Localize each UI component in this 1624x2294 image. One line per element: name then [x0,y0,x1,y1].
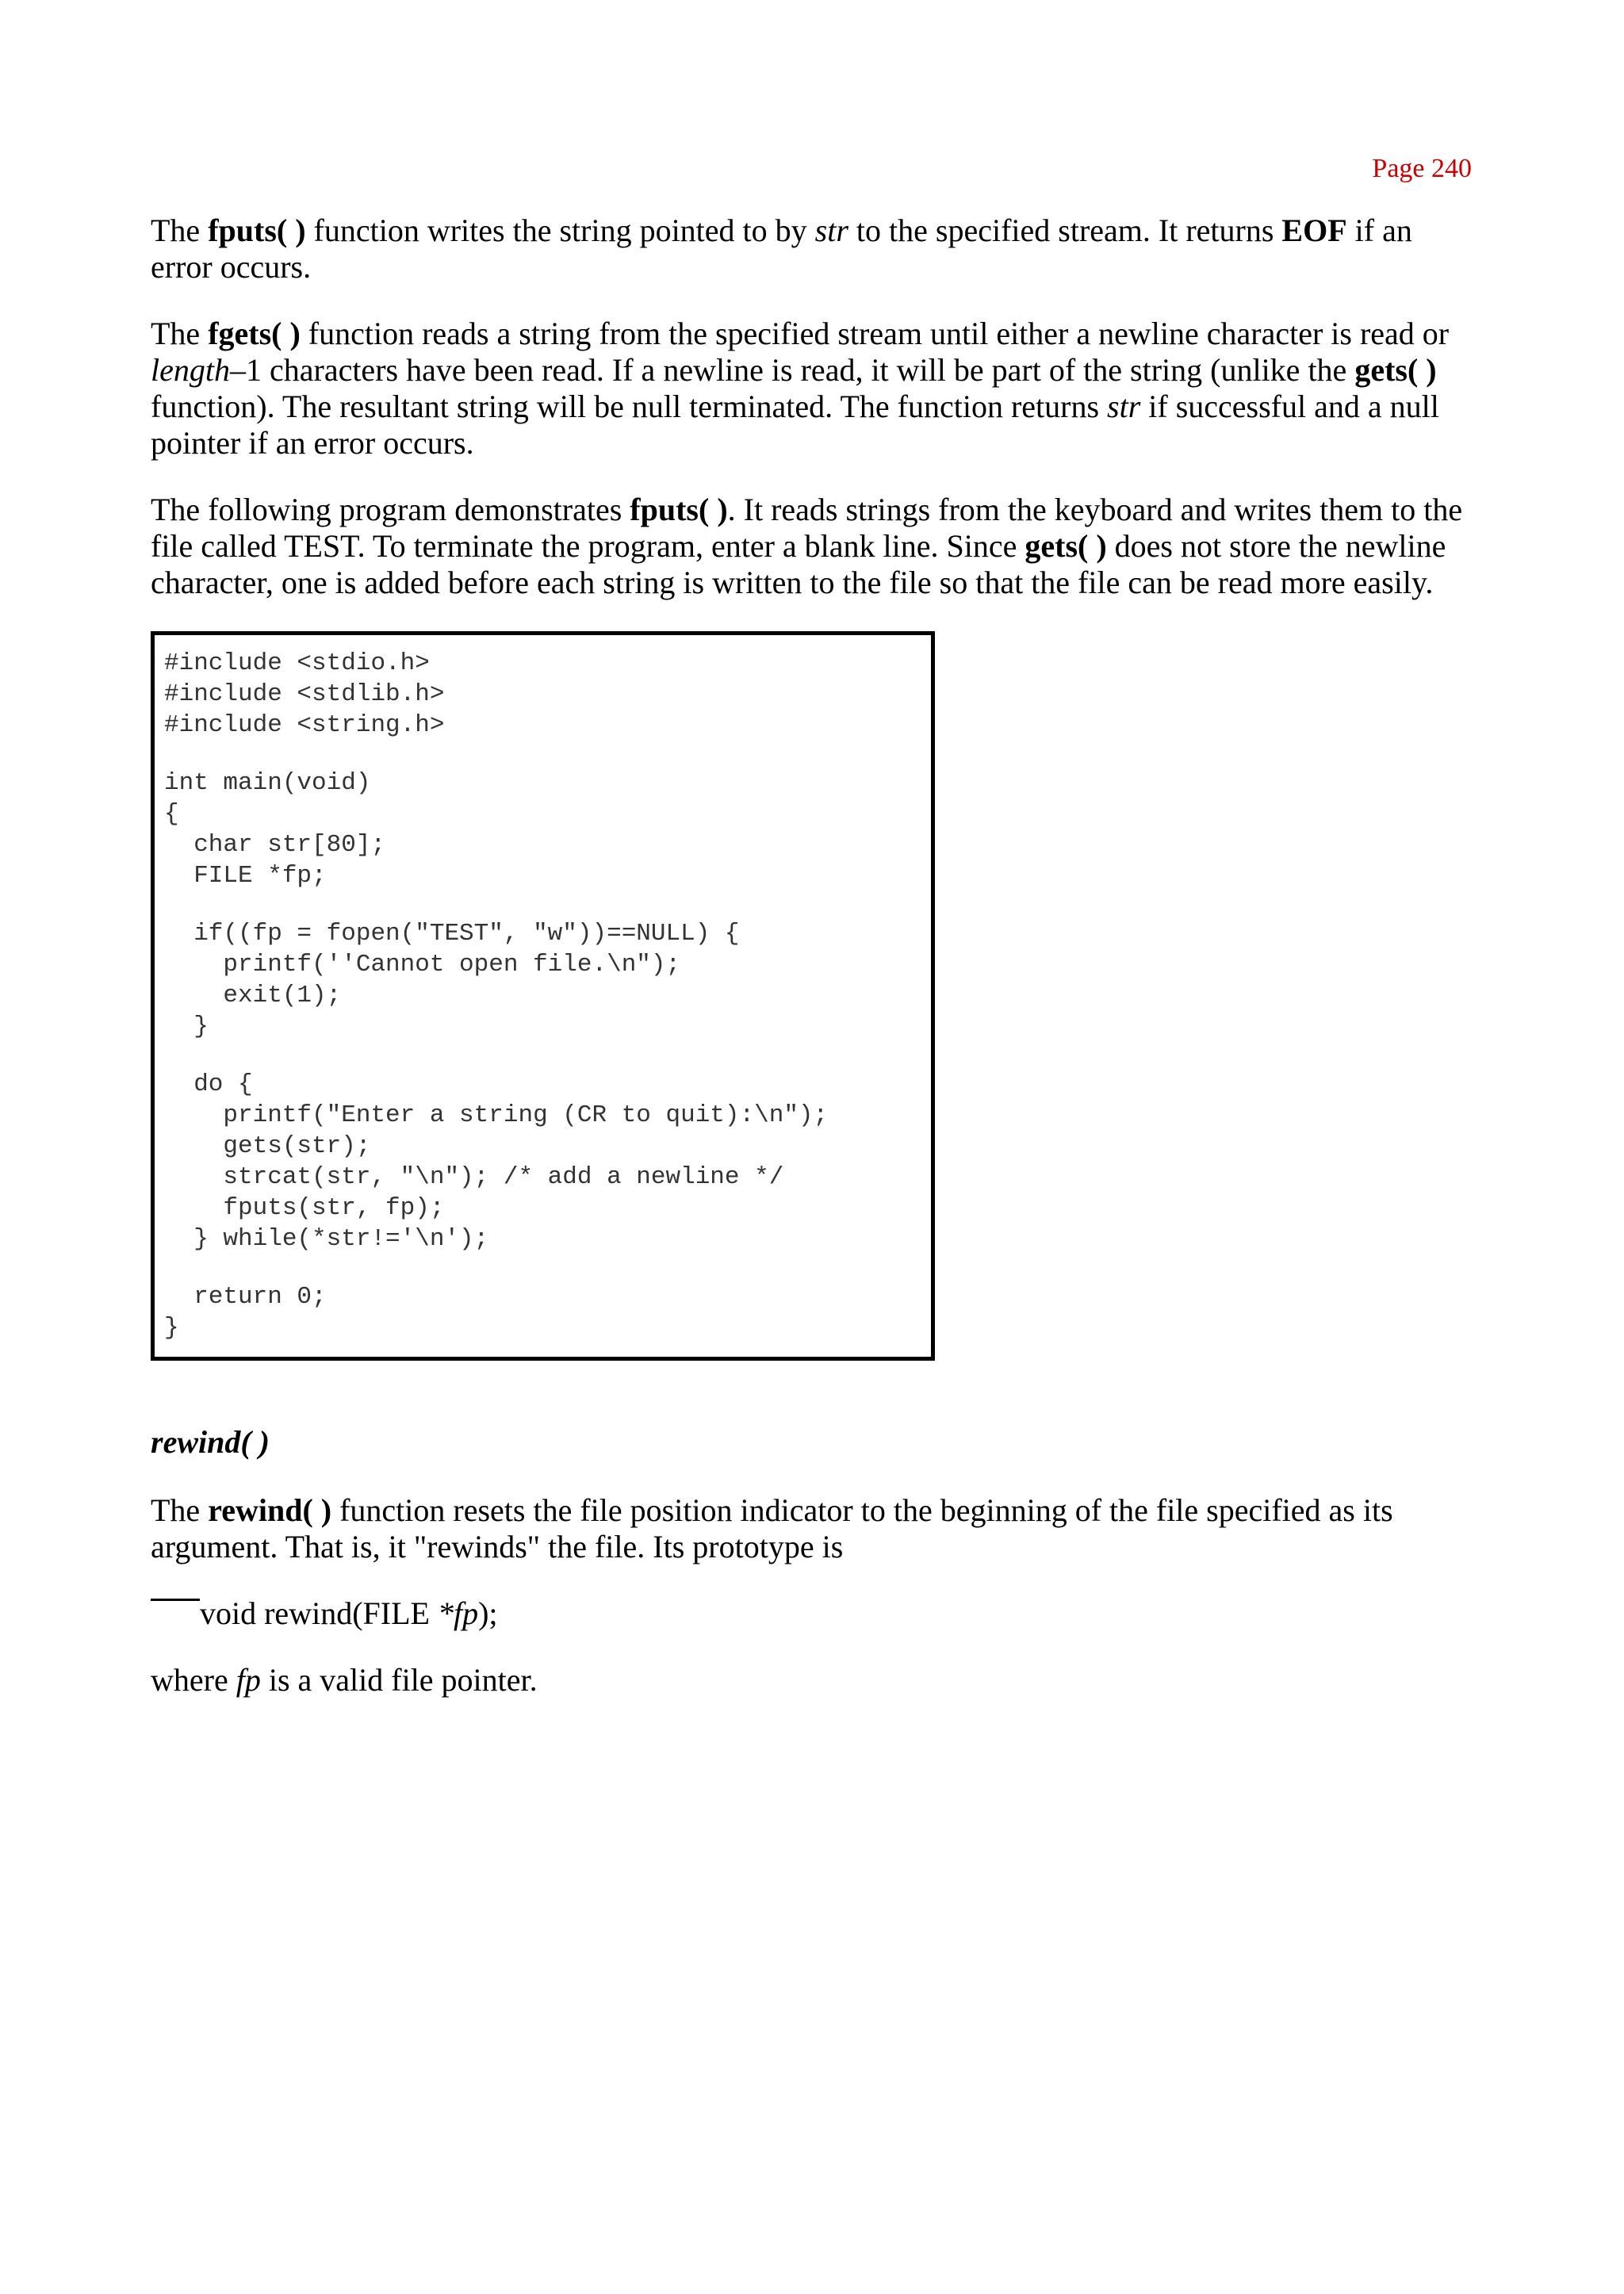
rewind-prototype [151,1595,1467,1632]
param-name: *fp [437,1595,479,1631]
function-name: gets( ) [1354,352,1437,388]
code-line-blank [164,1042,925,1069]
code-line: #include <stdlib.h> [164,680,445,708]
param-name: fp [236,1662,261,1698]
fgets-description [151,316,1467,461]
code-line: } [164,1013,209,1040]
code-line: char str[80]; [164,831,386,859]
code-line: if((fp = fopen("TEST", "w"))==NULL) { [164,920,740,948]
text-run: function reads a string from the specified stream until either a newline character is read or [300,316,1450,351]
code-line: exit(1); [164,982,342,1009]
text-run: to the specified stream. It returns [848,213,1282,248]
fputs-description [151,213,1467,285]
code-line: printf(''Cannot open file.\n"); [164,951,681,978]
code-line: { [164,800,179,828]
code-line: return 0; [164,1283,327,1311]
code-line: #include <stdio.h> [164,649,430,677]
text-run: ); [478,1595,498,1631]
code-line: fputs(str, fp); [164,1194,445,1222]
code-line: printf("Enter a string (CR to quit):\n"); [164,1101,829,1129]
code-line: FILE *fp; [164,862,327,890]
function-name: fputs( ) [630,492,728,527]
param-name: length [151,352,230,388]
param-name: str [814,213,848,248]
function-name: fgets( ) [208,316,301,351]
text-run: is a valid file pointer. [260,1662,538,1698]
page-content [151,213,1467,1729]
rewind-description [151,1492,1467,1565]
code-line: strcat(str, "\n"); /* add a newline */ [164,1163,784,1191]
text-run: The [151,316,209,351]
text-run: void rewind(FILE [200,1595,438,1631]
page-number: Page 240 [1372,154,1472,183]
code-listing [151,631,935,1361]
function-name: rewind( ) [208,1492,332,1528]
code-line: gets(str); [164,1132,371,1160]
text-run: function resets the file position indicator to the beginning of the file specified as its argument. That is, it "rewinds" the file. Its prototype is [151,1492,1393,1564]
prototype-marker [151,1599,200,1601]
text-run: does not store the newline character, one is added before each string is written to the file so that the file can be read more easily. [151,528,1446,600]
fp-description [151,1662,1467,1698]
code-line-blank [164,741,925,768]
code-line: } [164,1314,179,1342]
code-line: } while(*str!='\n'); [164,1225,489,1253]
code-line-blank [164,891,925,918]
text-run: if an error occurs. [151,213,1412,285]
function-name: gets( ) [1025,528,1107,564]
code-line-blank [164,1254,925,1281]
text-run: function writes the string pointed to by [305,213,815,248]
constant-name: EOF [1281,213,1347,248]
text-run: The [151,213,209,248]
text-run: if successful and a null pointer if an error occurs. [151,389,1439,461]
code-line: int main(void) [164,769,371,797]
program-intro [151,492,1467,601]
text-run: The [151,1492,209,1528]
text-run: . It reads strings from the keyboard and writes them to the file called TEST. To terminate the program, enter a blank line. Since [151,492,1463,564]
param-name: str [1107,389,1141,424]
text-run: –1 characters have been read. If a newline is read, it will be part of the string (unlike the [229,352,1355,388]
function-name: fputs( ) [208,213,306,248]
code-line: do { [164,1070,253,1098]
text-run: where [151,1662,236,1698]
code-line: #include <string.h> [164,711,445,739]
text-run: function). The resultant string will be null terminated. The function returns [151,389,1108,424]
section-heading: rewind( ) [151,1424,270,1460]
text-run: The following program demonstrates [151,492,630,527]
